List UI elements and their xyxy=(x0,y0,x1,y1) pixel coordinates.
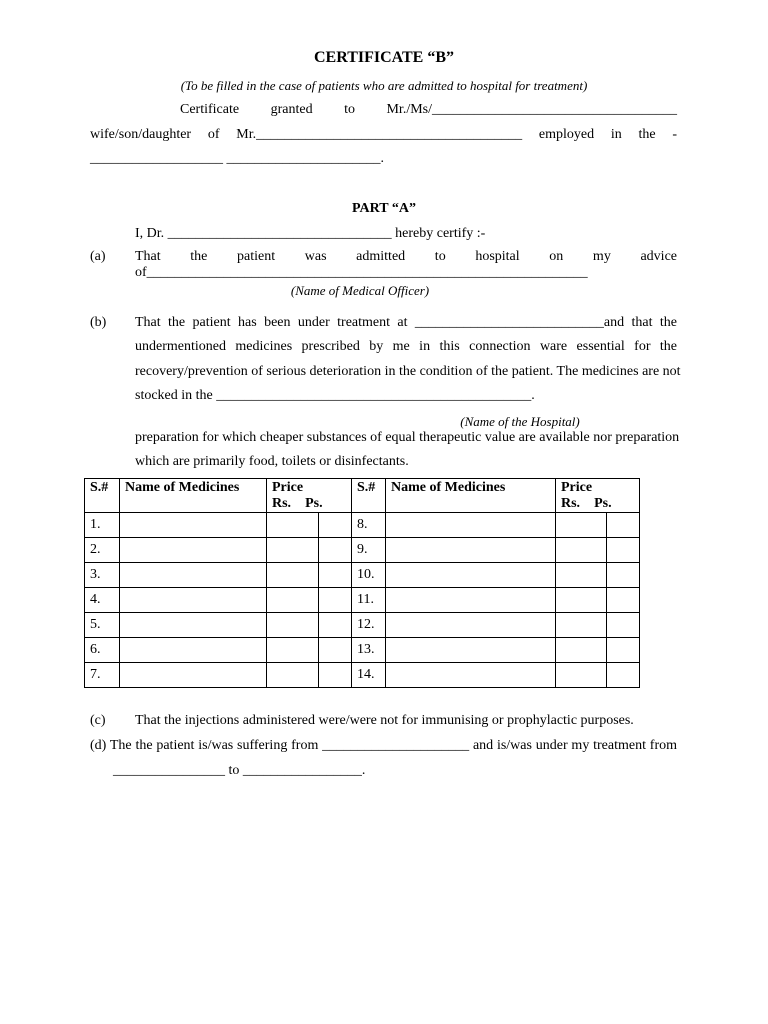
part-a-heading: PART “A” xyxy=(352,201,416,216)
price-rs-cell[interactable] xyxy=(556,538,607,563)
medicine-name-cell[interactable] xyxy=(386,513,556,538)
price-rs-cell[interactable] xyxy=(267,513,319,538)
medical-officer-caption: (Name of Medical Officer) xyxy=(290,283,430,298)
medicine-name-cell[interactable] xyxy=(120,613,267,638)
row-number: 13. xyxy=(352,638,386,663)
ps-label-left: Ps. xyxy=(305,496,323,511)
medicine-name-cell[interactable] xyxy=(120,588,267,613)
col-name-left: Name of Medicines xyxy=(120,479,267,513)
table-row xyxy=(85,613,640,638)
price-rs-cell[interactable] xyxy=(556,563,607,588)
medicine-name-cell[interactable] xyxy=(120,538,267,563)
col-sno-right: S.# xyxy=(352,479,386,513)
price-ps-cell[interactable] xyxy=(319,563,352,588)
col-price-left xyxy=(267,479,352,513)
item-b-line-1: That the patient has been under treatment at ___________________________and that the xyxy=(135,315,677,330)
price-rs-cell[interactable] xyxy=(556,663,607,688)
row-number: 3. xyxy=(85,563,120,588)
row-number: 5. xyxy=(85,613,120,638)
table-row xyxy=(85,563,640,588)
rs-label-left: Rs. xyxy=(272,496,292,511)
price-ps-cell[interactable] xyxy=(607,663,640,688)
medicine-name-cell[interactable] xyxy=(386,663,556,688)
table-row xyxy=(85,663,640,688)
price-ps-cell[interactable] xyxy=(319,538,352,563)
item-c-marker: (c) xyxy=(90,713,106,728)
price-rs-cell[interactable] xyxy=(267,638,319,663)
intro-line-1: Certificate granted to Mr./Ms/___________________________________ xyxy=(180,102,677,117)
price-rs-cell[interactable] xyxy=(267,663,319,688)
row-number: 6. xyxy=(85,638,120,663)
item-d-line-1: (d) The the patient is/was suffering from _____________________ and is/was under my treatment from xyxy=(90,738,677,753)
price-rs-cell[interactable] xyxy=(556,638,607,663)
medicine-name-cell[interactable] xyxy=(120,563,267,588)
price-ps-cell[interactable] xyxy=(607,513,640,538)
medicine-name-cell[interactable] xyxy=(120,663,267,688)
price-rs-cell[interactable] xyxy=(556,513,607,538)
row-number: 2. xyxy=(85,538,120,563)
item-b-line-4: stocked in the _____________________________________________. xyxy=(135,388,535,403)
row-number: 1. xyxy=(85,513,120,538)
row-number: 12. xyxy=(352,613,386,638)
row-number: 4. xyxy=(85,588,120,613)
price-ps-cell[interactable] xyxy=(607,563,640,588)
item-a-marker: (a) xyxy=(90,249,106,264)
price-ps-cell[interactable] xyxy=(319,513,352,538)
medicine-name-cell[interactable] xyxy=(386,588,556,613)
price-rs-cell[interactable] xyxy=(267,563,319,588)
item-b-line-5: preparation for which cheaper substances of equal therapeutic value are available nor preparation xyxy=(135,430,680,445)
row-number: 9. xyxy=(352,538,386,563)
price-rs-cell[interactable] xyxy=(267,538,319,563)
item-d-line-2: ________________ to _________________. xyxy=(113,763,366,778)
price-ps-cell[interactable] xyxy=(607,588,640,613)
item-a-line-1: That the patient was admitted to hospital on my advice xyxy=(135,249,677,264)
medicine-name-cell[interactable] xyxy=(120,638,267,663)
price-ps-cell[interactable] xyxy=(607,613,640,638)
row-number: 7. xyxy=(85,663,120,688)
table-row xyxy=(85,588,640,613)
medicines-table xyxy=(84,478,640,688)
col-name-right: Name of Medicines xyxy=(386,479,556,513)
price-ps-cell[interactable] xyxy=(319,588,352,613)
col-sno-left: S.# xyxy=(85,479,120,513)
price-ps-cell[interactable] xyxy=(607,538,640,563)
intro-line-2: wife/son/daughter of Mr.______________________________________ employed in the - xyxy=(90,127,677,142)
page-title: CERTIFICATE “B” xyxy=(313,49,455,66)
price-ps-cell[interactable] xyxy=(319,638,352,663)
price-rs-cell[interactable] xyxy=(556,613,607,638)
price-label-right: Price xyxy=(561,480,593,495)
item-a-line-2: of_______________________________________________________________ xyxy=(135,265,588,280)
ps-label-right: Ps. xyxy=(594,496,612,511)
price-ps-cell[interactable] xyxy=(607,638,640,663)
medicine-name-cell[interactable] xyxy=(386,638,556,663)
row-number: 11. xyxy=(352,588,386,613)
item-b-line-2: undermentioned medicines prescribed by me in this connection ware essential for the xyxy=(135,339,677,354)
certify-line: I, Dr. ________________________________ hereby certify :- xyxy=(135,226,486,241)
row-number: 14. xyxy=(352,663,386,688)
medicine-name-cell[interactable] xyxy=(386,538,556,563)
item-c-text: That the injections administered were/were not for immunising or prophylactic purposes. xyxy=(135,713,634,728)
medicine-name-cell[interactable] xyxy=(120,513,267,538)
item-b-line-6: which are primarily food, toilets or disinfectants. xyxy=(135,454,409,469)
intro-line-3: ___________________ ______________________. xyxy=(90,151,384,166)
rs-label-right: Rs. xyxy=(561,496,581,511)
row-number: 8. xyxy=(352,513,386,538)
col-price-right xyxy=(556,479,640,513)
item-b-marker: (b) xyxy=(90,315,107,330)
price-ps-cell[interactable] xyxy=(319,663,352,688)
table-row xyxy=(85,513,640,538)
hospital-caption: (Name of the Hospital) xyxy=(460,414,580,429)
price-label-left: Price xyxy=(272,480,304,495)
price-rs-cell[interactable] xyxy=(556,588,607,613)
medicine-name-cell[interactable] xyxy=(386,613,556,638)
price-rs-cell[interactable] xyxy=(267,613,319,638)
medicine-name-cell[interactable] xyxy=(386,563,556,588)
price-ps-cell[interactable] xyxy=(319,613,352,638)
table-header-row xyxy=(85,479,640,513)
table-row xyxy=(85,538,640,563)
table-row xyxy=(85,638,640,663)
page-subtitle: (To be filled in the case of patients who are admitted to hospital for treatment) xyxy=(180,78,588,93)
item-b-line-3: recovery/prevention of serious deterioration in the condition of the patient. The medicines are not xyxy=(135,364,681,379)
row-number: 10. xyxy=(352,563,386,588)
price-rs-cell[interactable] xyxy=(267,588,319,613)
